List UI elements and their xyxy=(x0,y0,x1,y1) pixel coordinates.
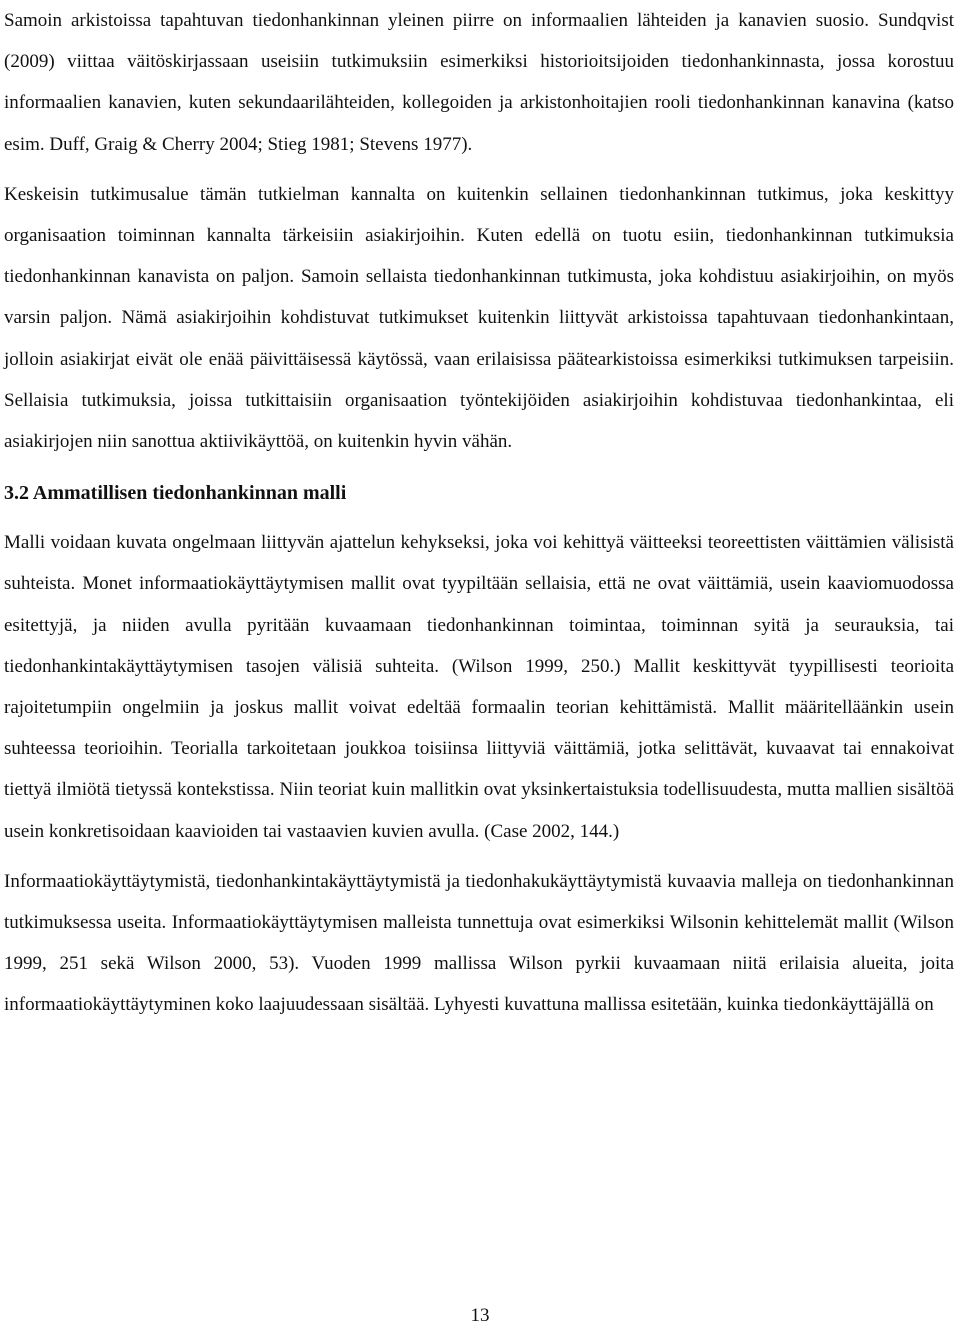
section-paragraph-1: Malli voidaan kuvata ongelmaan liittyvän ajattelun kehykseksi, joka voi kehittyä väitteeksi teoreettisten väittämien välisistä suhteista. Monet informaatiokäyttäytymisen mallit ovat tyypiltään sellaisia, että ne ovat väittämiä, usein kaaviomuodossa esitettyjä, ja niiden avulla pyritään kuvaamaan tiedonhankinnan toimintaa, toiminnan syitä ja seurauksia, tai tiedonhankintakäyttäytymisen tasojen välisiä suhteita. (Wilson 1999, 250.) Mallit keskittyvät tyypillisesti teorioita rajoitetumpiin ongelmiin ja joskus mallit voivat edeltää formaalin teorian kehittämistä. Mallit määritelläänkin usein suhteessa teorioihin. Teorialla tarkoitetaan joukkoa toisiinsa liittyviä väittämiä, jotka selittävät, kuvaavat tai ennakoivat tiettyä ilmiötä tietyssä kontekstissa. Niin teoriat kuin mallitkin ovat yksinkertaistuksia todellisuudesta, mutta mallien sisältöä usein konkretisoidaan kaavioiden tai vastaavien kuvien avulla. (Case 2002, 144.) xyxy=(4,532,954,842)
section-paragraph-2: Informaatiokäyttäytymistä, tiedonhankintakäyttäytymistä ja tiedonhakukäyttäytymistä kuvaavia malleja on tiedonhankinnan tutkimuksessa useita. Informaatiokäyttäytymisen malleista tunnettuja ovat esimerkiksi Wilsonin kehittelemät mallit (Wilson 1999, 251 sekä Wilson 2000, 53). Vuoden 1999 mallissa Wilson pyrkii kuvaamaan niitä erilaisia alueita, joita informaatiokäyttäytyminen koko laajuudessaan sisältää. Lyhyesti kuvattuna mallissa esitetään, kuinka tiedonkäyttäjällä on xyxy=(4,870,954,1016)
page-number: 13 xyxy=(470,1305,490,1326)
document-page xyxy=(4,0,954,1026)
body-paragraph-1: Samoin arkistoissa tapahtuvan tiedonhankinnan yleinen piirre on informaalien lähteiden ja kanavien suosio. Sundqvist (2009) viittaa väitöskirjassaan useisiin tutkimuksiin esimerkiksi historioitsijoiden tiedonhankinnasta, jossa korostuu informaalien kanavien, kuten sekundaarilähteiden, kollegoiden ja arkistonhoitajien rooli tiedonhankinnan kanavina (katso esim. Duff, Graig & Cherry 2004; Stieg 1981; Stevens 1977). xyxy=(4,10,954,155)
section-heading: 3.2 Ammatillisen tiedonhankinnan malli xyxy=(4,482,347,505)
body-paragraph-2: Keskeisin tutkimusalue tämän tutkielman kannalta on kuitenkin sellainen tiedonhankinnan tutkimus, joka keskittyy organisaation toiminnan kannalta tärkeisiin asiakirjoihin. Kuten edellä on tuotu esiin, tiedonhankinnan tutkimuksia tiedonhankinnan kanavista on paljon. Samoin sellaista tiedonhankinnan tutkimusta, joka kohdistuu asiakirjoihin, on myös varsin paljon. Nämä asiakirjoihin kohdistuvat tutkimukset kuitenkin liittyvät arkistoissa tapahtuvaan tiedonhankintaan, jolloin asiakirjat eivät ole enää päivittäisessä käytössä, vaan erilaisissa päätearkistoissa esimerkiksi tutkimuksen tarpeisiin. Sellaisia tutkimuksia, joissa tutkittaisiin organisaation työntekijöiden asiakirjoihin kohdistuvaa tiedonhankintaa, eli asiakirjojen niin sanottua aktiivikäyttöä, on kuitenkin hyvin vähän. xyxy=(4,183,954,453)
